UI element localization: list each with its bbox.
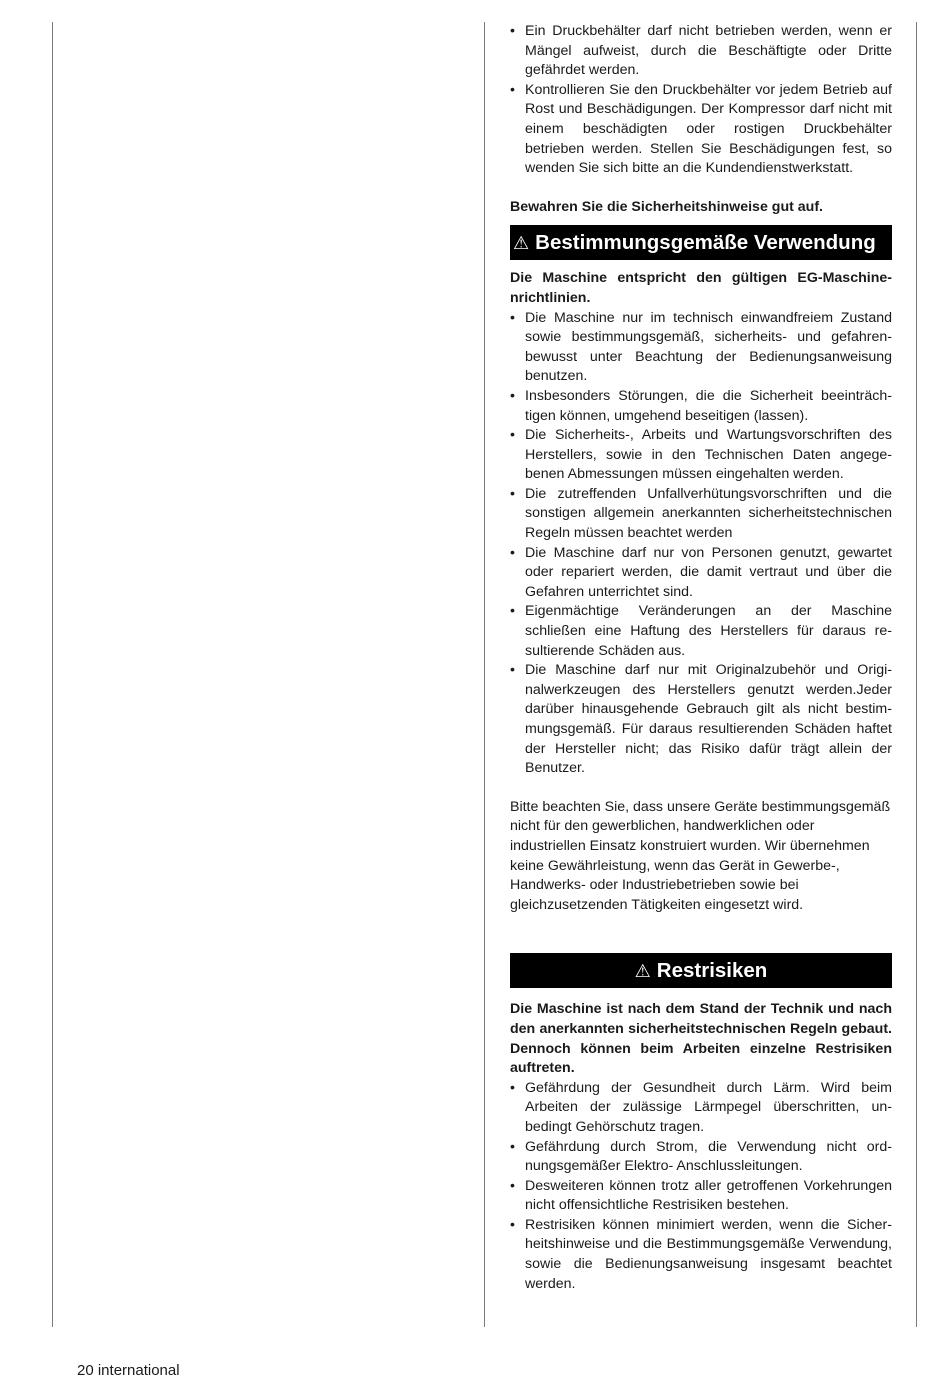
list-item: • Die zutreffenden Unfallverhütungsvorschriften und die sonstigen allgemein anerkannten sicherheitstechnischen Regeln müssen beachtet werden [510, 485, 892, 542]
section-lead: Die Maschine entspricht den gültigen EG-Maschinenrichtlinien. [510, 270, 892, 306]
list-item: • Kontrollieren Sie den Druckbehälter vor jedem Betrieb auf Rost und Beschädigungen. Der Kompressor darf nicht mit einem beschädigten oder rostigen Druckbehälter betrieben werden. Stellen Sie Beschädigungen fest, so wenden Sie sich bitte an die Kundendienstwerkstatt. [510, 81, 892, 177]
list-item-text: Ein Druckbehälter darf nicht betrieben werden, wenn er Mängel aufweist, durch die Beschäftigte oder Dritte gefährdet werden. [525, 23, 892, 79]
list-item-text: Eigenmächtige Veränderungen an der Maschine schließen eine Haftung des Herstellers für daraus resultierende Schäden aus. [525, 603, 892, 659]
list-item: • Restrisiken können minimiert werden, wenn die Sicherheitshinweise und die Bestimmungsgemäße Verwendung, sowie die Bedienungsanweisung insgesamt beachtet werden. [510, 1216, 892, 1292]
list-item-text: Die Maschine nur im technisch einwandfreiem Zustand sowie bestimmungsgemäß, sicherheits- und gefahrenbewusst unter Beachtung der Bedienungsanweisung benutzen. [525, 309, 892, 385]
section-heading-text: Restrisiken [656, 959, 768, 983]
list-item: • Gefährdung der Gesundheit durch Lärm. Wird beim Arbeiten der zulässige Lärmpegel überschritten, unbedingt Gehörschutz tragen. [510, 1079, 892, 1135]
list-item-text: Gefährdung der Gesundheit durch Lärm. Wird beim Arbeiten der zulässige Lärmpegel überschritten, unbedingt Gehörschutz tragen. [525, 1079, 892, 1135]
keep-safety-note: Bewahren Sie die Sicherheitshinweise gut auf. [510, 198, 823, 215]
warning-triangle-icon: ⚠ [634, 961, 651, 982]
section-heading-text: Bestimmungsgemäße Verwendung [535, 231, 876, 255]
right-margin-rule [916, 22, 917, 1327]
residual-risk-list [510, 1079, 892, 1295]
warning-triangle-icon: ⚠ [513, 233, 530, 254]
section-heading-intended-use [510, 225, 892, 260]
left-margin-rule [52, 22, 53, 1327]
section-lead: Die Maschine ist nach dem Stand der Technik und nach den anerkannten sicherheitstechnischen Regeln gebaut. Dennoch können beim Arbeiten einzelne Restrisiken auftreten. [510, 1001, 892, 1077]
list-item-text: Desweiteren können trotz aller getroffenen Vorkehrungen nicht offensichtliche Restrisiken bestehen. [525, 1177, 892, 1214]
list-item-text: Die Maschine darf nur mit Originalzubehör und Originalwerkzeugen des Herstellers genutzt werden.Jeder darüber hinausgehende Gebrauch gilt als nicht bestimmungsgemäß. Für daraus resultierenden Schäden haftet der Hersteller nicht; das Risiko dafür trägt allein der Benutzer. [525, 662, 892, 777]
list-item: • Die Sicherheits-, Arbeits und Wartungsvorschriften des Herstellers, sowie in den Technischen Daten angegebenen Abmessungen müssen eingehalten werden. [510, 427, 892, 483]
list-item-text: Die Sicherheits-, Arbeits und Wartungsvorschriften des Herstellers, sowie in den Technischen Daten angegebenen Abmessungen müssen eingehalten werden. [525, 427, 892, 483]
list-item: • Die Maschine nur im technisch einwandfreiem Zustand sowie bestimmungsgemäß, sicherheits- und gefahrenbewusst unter Beachtung der Bedienungsanweisung benutzen. [510, 309, 892, 385]
list-item: • Insbesonders Störungen, die die Sicherheit beeinträchtigen können, umgehend beseitigen (lassen). [510, 387, 892, 424]
intended-use-list [510, 309, 892, 779]
list-item-text: Restrisiken können minimiert werden, wenn die Sicherheitshinweise und die Bestimmungsgemäße Verwendung, sowie die Bedienungsanweisung insgesamt beachtet werden. [525, 1216, 892, 1292]
list-item-text: Gefährdung durch Strom, die Verwendung nicht ordnungsgemäßer Elektro- Anschlussleitungen. [525, 1138, 892, 1175]
right-text-column [510, 22, 892, 1294]
list-item: • Gefährdung durch Strom, die Verwendung nicht ordnungsgemäßer Elektro- Anschlussleitungen. [510, 1138, 892, 1175]
page-footer: 20 international [77, 1362, 180, 1379]
list-item-text: Kontrollieren Sie den Druckbehälter vor jedem Betrieb auf Rost und Beschädigungen. Der Kompressor darf nicht mit einem beschädigten oder rostigen Druckbehälter betrieben werden. Stellen Sie Beschädigungen fest, so wenden Sie sich bitte an die Kundendienstwerkstatt. [525, 81, 892, 177]
list-item: • Die Maschine darf nur von Personen genutzt, gewartet oder repariert werden, die damit vertraut und über die Gefahren unterrichtet sind. [510, 544, 892, 600]
list-item: • Die Maschine darf nur mit Originalzubehör und Originalwerkzeugen des Herstellers genutzt werden.Jeder darüber hinausgehende Gebrauch gilt als nicht bestimmungsgemäß. Für daraus resultierenden Schäden haftet der Hersteller nicht; das Risiko dafür trägt allein der Benutzer. [510, 662, 892, 777]
list-item-text: Die Maschine darf nur von Personen genutzt, gewartet oder repariert werden, die damit vertraut und über die Gefahren unterrichtet sind. [525, 544, 892, 600]
column-divider-rule [484, 22, 485, 1327]
list-item: • Eigenmächtige Veränderungen an der Maschine schließen eine Haftung des Herstellers für daraus resultierende Schäden aus. [510, 603, 892, 659]
section-heading-residual-risks [510, 953, 892, 988]
list-item: • Desweiteren können trotz aller getroffenen Vorkehrungen nicht offensichtliche Restrisiken bestehen. [510, 1177, 892, 1214]
commercial-use-notice: Bitte beachten Sie, dass unsere Geräte bestimmungsgemäß nicht für den gewerblichen, handwerklichen oder industriellen Einsatz konstruiert wurden. Wir übernehmen keine Gewährleistung, wenn das Gerät in Gewerbe-, Handwerks- oder Industriebetrieben sowie bei gleichzusetzenden Tätigkeiten eingesetzt wird. [510, 798, 891, 913]
list-item: • Ein Druckbehälter darf nicht betrieben werden, wenn er Mängel aufweist, durch die Beschäftigte oder Dritte gefährdet werden. [510, 23, 892, 79]
list-item-text: Die zutreffenden Unfallverhütungsvorschriften und die sonstigen allgemein anerkannten sicherheitstechnischen Regeln müssen beachtet werden [525, 485, 892, 542]
intro-bullet-list [510, 22, 892, 179]
list-item-text: Insbesonders Störungen, die die Sicherheit beeinträchtigen können, umgehend beseitigen (lassen). [525, 387, 892, 424]
